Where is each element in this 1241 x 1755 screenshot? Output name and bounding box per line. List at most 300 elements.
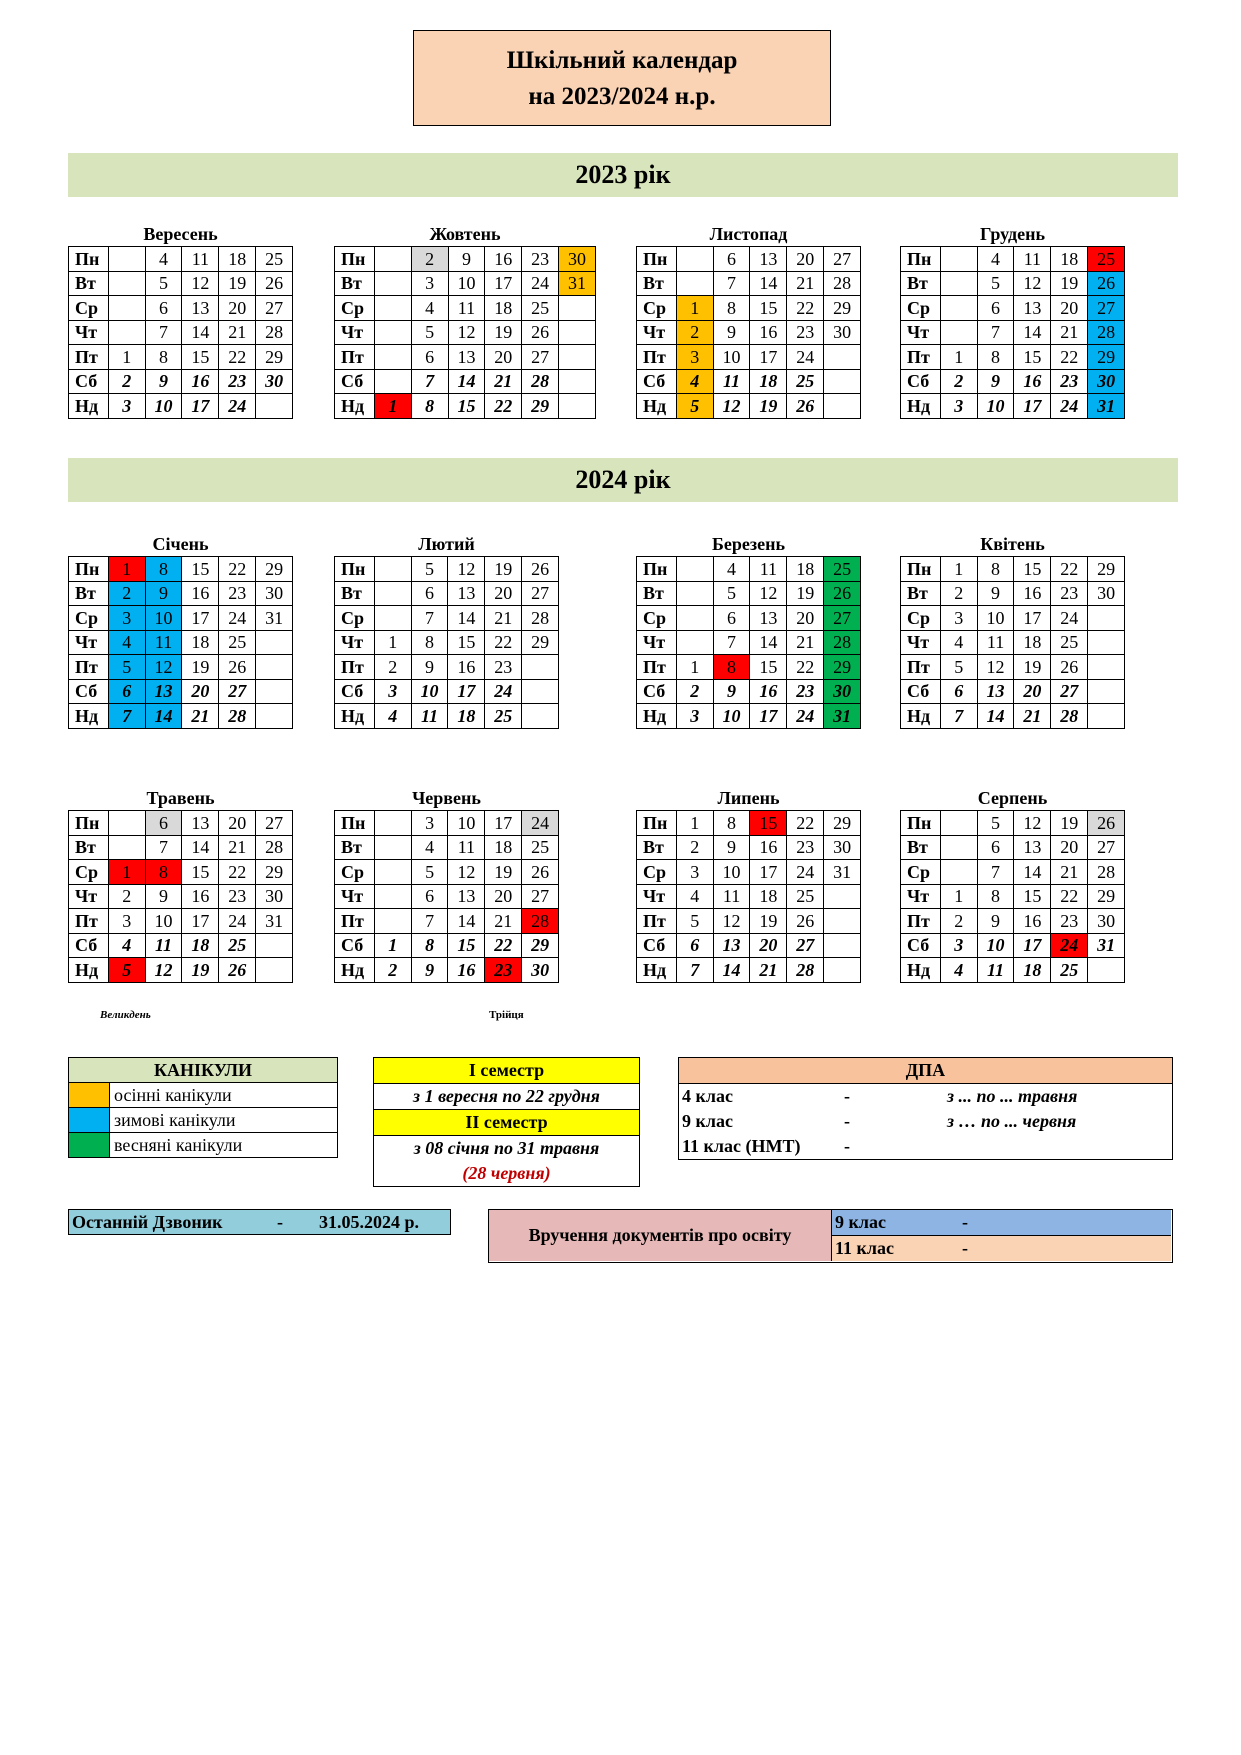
month-grid bbox=[334, 810, 559, 983]
day-name: Ср bbox=[901, 296, 941, 321]
day-cell: 5 bbox=[977, 811, 1014, 836]
day-cell: 23 bbox=[787, 320, 824, 345]
dpa-dash: - bbox=[844, 1111, 850, 1131]
day-cell: 5 bbox=[940, 655, 977, 680]
day-cell: 31 bbox=[256, 606, 293, 631]
day-cell: 4 bbox=[411, 296, 448, 321]
week-day-row bbox=[901, 369, 1125, 394]
day-cell: 9 bbox=[977, 581, 1014, 606]
week-day-row bbox=[335, 369, 596, 394]
day-cell: 5 bbox=[145, 271, 182, 296]
day-cell: 26 bbox=[1051, 655, 1088, 680]
week-day-row bbox=[637, 630, 861, 655]
day-cell: 27 bbox=[522, 581, 559, 606]
day-cell: 20 bbox=[1014, 679, 1051, 704]
day-cell: 26 bbox=[522, 320, 559, 345]
day-cell: 17 bbox=[182, 909, 219, 934]
day-cell: 13 bbox=[977, 679, 1014, 704]
day-name: Вт bbox=[637, 581, 677, 606]
day-cell: 24 bbox=[1051, 394, 1088, 419]
day-name: Пн bbox=[637, 247, 677, 272]
week-day-row bbox=[335, 860, 559, 885]
day-name: Нд bbox=[637, 394, 677, 419]
day-cell bbox=[522, 655, 559, 680]
day-cell: 5 bbox=[676, 909, 713, 934]
documents-label: Вручення документів про освіту bbox=[489, 1210, 832, 1261]
day-cell bbox=[256, 958, 293, 983]
day-cell: 15 bbox=[1014, 345, 1051, 370]
week-day-row bbox=[335, 581, 559, 606]
day-cell: 28 bbox=[787, 958, 824, 983]
day-cell: 17 bbox=[182, 394, 219, 419]
day-cell: 10 bbox=[448, 271, 485, 296]
day-cell: 12 bbox=[977, 655, 1014, 680]
semester-1-title: І семестр bbox=[374, 1058, 639, 1084]
day-cell: 5 bbox=[108, 655, 145, 680]
day-cell: 6 bbox=[977, 296, 1014, 321]
day-cell: 15 bbox=[182, 345, 219, 370]
day-cell: 30 bbox=[1088, 581, 1125, 606]
day-cell: 29 bbox=[256, 557, 293, 582]
week-day-row bbox=[69, 655, 293, 680]
day-cell: 19 bbox=[485, 557, 522, 582]
week-day-row bbox=[69, 933, 293, 958]
week-day-row bbox=[335, 933, 559, 958]
day-cell: 1 bbox=[374, 933, 411, 958]
day-cell: 20 bbox=[219, 811, 256, 836]
day-cell: 21 bbox=[485, 606, 522, 631]
day-cell: 7 bbox=[411, 606, 448, 631]
day-name: Чт bbox=[335, 320, 375, 345]
day-cell: 29 bbox=[522, 933, 559, 958]
month-name: Вересень bbox=[143, 224, 218, 244]
day-cell: 24 bbox=[485, 679, 522, 704]
day-cell: 26 bbox=[219, 958, 256, 983]
day-name: Пт bbox=[335, 909, 375, 934]
day-cell: 1 bbox=[676, 296, 713, 321]
month-grid bbox=[900, 556, 1125, 729]
month-calendar bbox=[68, 532, 293, 729]
day-cell: 19 bbox=[485, 860, 522, 885]
day-cell: 16 bbox=[485, 247, 522, 272]
day-cell: 11 bbox=[977, 958, 1014, 983]
day-cell: 28 bbox=[522, 909, 559, 934]
day-cell: 13 bbox=[182, 296, 219, 321]
week-day-row bbox=[335, 345, 596, 370]
day-cell: 30 bbox=[559, 247, 596, 272]
day-cell: 7 bbox=[940, 704, 977, 729]
day-name: Нд bbox=[901, 958, 941, 983]
week-day-row bbox=[69, 811, 293, 836]
day-cell: 29 bbox=[1088, 345, 1125, 370]
day-cell bbox=[374, 320, 411, 345]
day-cell: 4 bbox=[977, 247, 1014, 272]
day-cell: 21 bbox=[219, 320, 256, 345]
day-cell bbox=[1088, 679, 1125, 704]
day-name: Вт bbox=[335, 271, 375, 296]
day-name: Вт bbox=[69, 835, 109, 860]
week-day-row bbox=[69, 679, 293, 704]
day-cell bbox=[824, 933, 861, 958]
day-name: Пн bbox=[901, 811, 941, 836]
day-cell: 21 bbox=[750, 958, 787, 983]
day-cell: 19 bbox=[1051, 811, 1088, 836]
week-day-row bbox=[69, 369, 293, 394]
month-name: Березень bbox=[711, 534, 785, 554]
day-cell: 15 bbox=[750, 296, 787, 321]
day-cell: 20 bbox=[1051, 296, 1088, 321]
semester-1-period: з 1 вересня по 22 грудня bbox=[374, 1084, 639, 1110]
week-day-row bbox=[637, 369, 861, 394]
day-cell: 4 bbox=[676, 369, 713, 394]
day-cell: 2 bbox=[676, 835, 713, 860]
day-cell: 13 bbox=[182, 811, 219, 836]
day-cell: 10 bbox=[713, 860, 750, 885]
week-day-row bbox=[335, 655, 559, 680]
day-cell: 24 bbox=[522, 271, 559, 296]
day-cell: 18 bbox=[485, 835, 522, 860]
day-cell bbox=[940, 811, 977, 836]
day-cell: 5 bbox=[713, 581, 750, 606]
day-cell: 12 bbox=[713, 394, 750, 419]
day-cell: 4 bbox=[108, 933, 145, 958]
week-day-row bbox=[69, 958, 293, 983]
day-cell: 14 bbox=[182, 320, 219, 345]
day-cell: 25 bbox=[824, 557, 861, 582]
week-day-row bbox=[69, 296, 293, 321]
day-cell bbox=[522, 679, 559, 704]
week-day-row bbox=[335, 630, 559, 655]
day-cell: 21 bbox=[485, 369, 522, 394]
day-cell bbox=[940, 320, 977, 345]
day-cell: 23 bbox=[485, 958, 522, 983]
day-cell: 7 bbox=[676, 958, 713, 983]
week-day-row bbox=[901, 557, 1125, 582]
day-cell: 25 bbox=[1088, 247, 1125, 272]
day-cell: 29 bbox=[522, 394, 559, 419]
day-name: Вт bbox=[335, 581, 375, 606]
day-cell: 1 bbox=[374, 630, 411, 655]
day-cell: 28 bbox=[1088, 320, 1125, 345]
day-cell: 21 bbox=[182, 704, 219, 729]
day-cell: 9 bbox=[145, 581, 182, 606]
day-name: Чт bbox=[335, 884, 375, 909]
day-cell: 17 bbox=[750, 345, 787, 370]
day-name: Ср bbox=[335, 606, 375, 631]
day-cell: 20 bbox=[1051, 835, 1088, 860]
day-cell: 20 bbox=[182, 679, 219, 704]
trinity-note: Трійця bbox=[489, 1009, 524, 1021]
week-day-row bbox=[901, 655, 1125, 680]
week-day-row bbox=[901, 581, 1125, 606]
week-day-row bbox=[335, 909, 559, 934]
day-cell: 20 bbox=[485, 884, 522, 909]
day-cell bbox=[108, 247, 145, 272]
day-cell: 25 bbox=[1051, 630, 1088, 655]
month-grid bbox=[636, 246, 861, 419]
day-cell: 8 bbox=[411, 933, 448, 958]
day-cell bbox=[1088, 630, 1125, 655]
month-name: Травень bbox=[146, 788, 215, 808]
week-day-row bbox=[637, 679, 861, 704]
day-name: Сб bbox=[69, 679, 109, 704]
day-cell: 7 bbox=[411, 909, 448, 934]
month-name: Жовтень bbox=[429, 224, 501, 244]
week-day-row bbox=[69, 909, 293, 934]
day-cell: 14 bbox=[448, 909, 485, 934]
day-name: Ср bbox=[69, 296, 109, 321]
day-name: Пн bbox=[335, 557, 375, 582]
day-name: Чт bbox=[901, 630, 941, 655]
day-cell: 6 bbox=[713, 247, 750, 272]
day-name: Пт bbox=[901, 909, 941, 934]
day-cell: 28 bbox=[1088, 860, 1125, 885]
day-cell: 27 bbox=[256, 811, 293, 836]
day-cell: 24 bbox=[1051, 933, 1088, 958]
day-name: Нд bbox=[637, 958, 677, 983]
day-name: Сб bbox=[69, 933, 109, 958]
day-name: Ср bbox=[69, 606, 109, 631]
day-cell bbox=[374, 247, 411, 272]
day-cell: 5 bbox=[108, 958, 145, 983]
day-cell: 15 bbox=[750, 655, 787, 680]
day-cell: 15 bbox=[750, 811, 787, 836]
dpa-class: 11 клас (НМТ) bbox=[682, 1136, 801, 1156]
day-cell: 14 bbox=[713, 958, 750, 983]
day-cell: 12 bbox=[448, 860, 485, 885]
documents-class: 11 клас bbox=[835, 1238, 894, 1258]
day-cell: 17 bbox=[182, 606, 219, 631]
day-cell bbox=[559, 296, 596, 321]
day-cell bbox=[1088, 606, 1125, 631]
month-grid bbox=[900, 810, 1125, 983]
day-cell: 13 bbox=[750, 247, 787, 272]
day-cell: 8 bbox=[713, 655, 750, 680]
day-cell: 29 bbox=[256, 860, 293, 885]
semester-2-period: з 08 січня по 31 травня bbox=[413, 1138, 600, 1158]
day-cell bbox=[374, 909, 411, 934]
day-cell: 23 bbox=[1051, 909, 1088, 934]
calendar-title bbox=[413, 30, 831, 126]
day-cell: 30 bbox=[1088, 369, 1125, 394]
week-day-row bbox=[901, 247, 1125, 272]
day-name: Пн bbox=[901, 557, 941, 582]
day-cell: 14 bbox=[1014, 860, 1051, 885]
day-cell: 2 bbox=[676, 320, 713, 345]
day-cell: 24 bbox=[219, 909, 256, 934]
day-name: Пт bbox=[335, 655, 375, 680]
day-cell: 18 bbox=[787, 557, 824, 582]
day-cell: 11 bbox=[713, 369, 750, 394]
week-day-row bbox=[69, 320, 293, 345]
day-cell: 24 bbox=[219, 606, 256, 631]
day-cell: 20 bbox=[485, 345, 522, 370]
day-cell bbox=[940, 247, 977, 272]
day-cell: 7 bbox=[411, 369, 448, 394]
day-cell: 12 bbox=[1014, 271, 1051, 296]
day-cell: 30 bbox=[824, 835, 861, 860]
year-band-2024: 2024 рік bbox=[68, 458, 1178, 502]
day-name: Нд bbox=[335, 958, 375, 983]
dpa-box bbox=[678, 1057, 1173, 1160]
day-cell: 12 bbox=[145, 655, 182, 680]
day-cell: 5 bbox=[411, 320, 448, 345]
week-day-row bbox=[901, 958, 1125, 983]
week-day-row bbox=[901, 679, 1125, 704]
week-day-row bbox=[335, 247, 596, 272]
day-cell: 7 bbox=[145, 835, 182, 860]
day-cell: 4 bbox=[411, 835, 448, 860]
day-cell: 27 bbox=[522, 345, 559, 370]
day-cell bbox=[559, 369, 596, 394]
week-day-row bbox=[637, 320, 861, 345]
day-name: Ср bbox=[637, 606, 677, 631]
day-cell: 16 bbox=[750, 320, 787, 345]
day-cell: 28 bbox=[219, 704, 256, 729]
day-cell bbox=[824, 394, 861, 419]
holidays-legend bbox=[68, 1057, 338, 1158]
day-cell bbox=[374, 884, 411, 909]
week-day-row bbox=[637, 247, 861, 272]
month-name: Листопад bbox=[709, 224, 788, 244]
day-cell: 18 bbox=[448, 704, 485, 729]
day-cell: 21 bbox=[1051, 860, 1088, 885]
week-day-row bbox=[637, 860, 861, 885]
month-name: Квітень bbox=[980, 534, 1045, 554]
day-cell bbox=[374, 296, 411, 321]
month-calendar bbox=[900, 786, 1125, 983]
day-cell: 19 bbox=[485, 320, 522, 345]
day-cell: 2 bbox=[374, 958, 411, 983]
day-cell: 25 bbox=[787, 884, 824, 909]
day-cell: 27 bbox=[824, 247, 861, 272]
day-cell: 2 bbox=[411, 247, 448, 272]
month-calendar bbox=[636, 786, 861, 983]
day-name: Сб bbox=[901, 369, 941, 394]
day-cell: 23 bbox=[219, 369, 256, 394]
day-cell: 2 bbox=[108, 581, 145, 606]
day-cell: 30 bbox=[256, 581, 293, 606]
day-cell: 6 bbox=[713, 606, 750, 631]
day-cell: 20 bbox=[750, 933, 787, 958]
day-name: Пт bbox=[637, 345, 677, 370]
day-cell: 8 bbox=[145, 557, 182, 582]
day-name: Пн bbox=[69, 247, 109, 272]
day-cell: 22 bbox=[787, 655, 824, 680]
week-day-row bbox=[901, 394, 1125, 419]
day-cell: 17 bbox=[1014, 933, 1051, 958]
day-cell: 21 bbox=[485, 909, 522, 934]
day-cell: 13 bbox=[750, 606, 787, 631]
day-cell: 13 bbox=[448, 581, 485, 606]
day-name: Нд bbox=[335, 704, 375, 729]
day-cell: 6 bbox=[940, 679, 977, 704]
day-cell: 3 bbox=[108, 394, 145, 419]
day-cell bbox=[256, 679, 293, 704]
legend-label-spring: весняні канікули bbox=[110, 1133, 338, 1158]
day-cell: 29 bbox=[522, 630, 559, 655]
day-cell: 18 bbox=[219, 247, 256, 272]
day-cell: 16 bbox=[750, 679, 787, 704]
day-cell: 14 bbox=[977, 704, 1014, 729]
week-day-row bbox=[69, 271, 293, 296]
year-band-2023: 2023 рік bbox=[68, 153, 1178, 197]
day-cell: 8 bbox=[977, 345, 1014, 370]
day-name: Пт bbox=[69, 345, 109, 370]
day-cell: 9 bbox=[977, 909, 1014, 934]
month-name: Червень bbox=[412, 788, 481, 808]
day-cell: 19 bbox=[182, 958, 219, 983]
day-name: Нд bbox=[69, 704, 109, 729]
month-calendar bbox=[334, 786, 559, 983]
day-name: Ср bbox=[637, 860, 677, 885]
day-cell: 8 bbox=[145, 860, 182, 885]
day-cell: 1 bbox=[108, 345, 145, 370]
day-name: Чт bbox=[69, 630, 109, 655]
day-cell: 19 bbox=[1051, 271, 1088, 296]
week-day-row bbox=[901, 860, 1125, 885]
day-name: Чт bbox=[637, 630, 677, 655]
day-cell: 16 bbox=[182, 581, 219, 606]
day-cell: 26 bbox=[824, 581, 861, 606]
day-cell: 15 bbox=[182, 860, 219, 885]
day-cell bbox=[374, 581, 411, 606]
day-cell: 2 bbox=[940, 909, 977, 934]
month-calendar bbox=[334, 222, 596, 419]
day-cell: 8 bbox=[977, 557, 1014, 582]
day-cell: 8 bbox=[411, 630, 448, 655]
day-name: Сб bbox=[335, 369, 375, 394]
last-bell-dash: - bbox=[277, 1212, 283, 1232]
day-name: Пн bbox=[69, 557, 109, 582]
day-name: Чт bbox=[901, 320, 941, 345]
week-day-row bbox=[637, 296, 861, 321]
semester-2-title: ІІ семестр bbox=[374, 1110, 639, 1136]
day-cell: 26 bbox=[522, 860, 559, 885]
day-cell: 2 bbox=[374, 655, 411, 680]
semesters-box bbox=[373, 1057, 640, 1187]
documents-dash: - bbox=[962, 1238, 968, 1258]
day-cell bbox=[108, 811, 145, 836]
day-name: Чт bbox=[69, 884, 109, 909]
week-day-row bbox=[335, 811, 559, 836]
day-cell: 30 bbox=[824, 679, 861, 704]
day-cell: 8 bbox=[977, 884, 1014, 909]
day-cell: 28 bbox=[824, 630, 861, 655]
day-name: Пн bbox=[335, 811, 375, 836]
week-day-row bbox=[637, 909, 861, 934]
dpa-class: 9 клас bbox=[682, 1111, 733, 1131]
day-cell: 12 bbox=[145, 958, 182, 983]
day-cell bbox=[108, 835, 145, 860]
legend-label-autumn: осінні канікули bbox=[110, 1083, 338, 1108]
day-cell: 9 bbox=[713, 679, 750, 704]
day-cell: 19 bbox=[750, 909, 787, 934]
day-cell bbox=[256, 394, 293, 419]
week-day-row bbox=[335, 884, 559, 909]
day-cell: 9 bbox=[145, 884, 182, 909]
day-cell bbox=[824, 345, 861, 370]
day-cell bbox=[256, 704, 293, 729]
week-day-row bbox=[637, 933, 861, 958]
day-cell: 26 bbox=[522, 557, 559, 582]
day-cell: 18 bbox=[182, 630, 219, 655]
day-cell: 9 bbox=[411, 958, 448, 983]
dpa-row bbox=[679, 1109, 1172, 1134]
day-cell bbox=[256, 630, 293, 655]
week-day-row bbox=[335, 271, 596, 296]
day-cell: 16 bbox=[1014, 909, 1051, 934]
